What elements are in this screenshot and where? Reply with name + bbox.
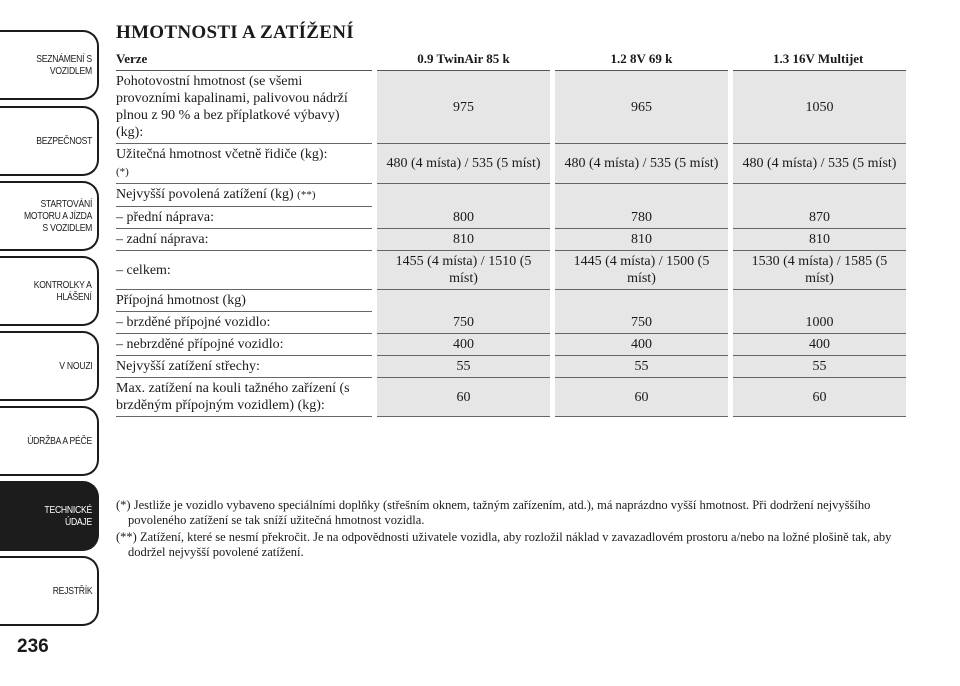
cell-value: 400 (375, 334, 553, 356)
cell-empty (375, 290, 553, 312)
cell-empty (730, 184, 906, 207)
tab-label: ÚDRŽBA A PÉČE (27, 435, 92, 447)
cell-value: 975 (375, 71, 553, 144)
cell-value: 60 (553, 378, 731, 417)
weights-table (116, 48, 906, 417)
cell-value: 810 (553, 229, 731, 251)
cell-value: 780 (553, 207, 731, 229)
table-row (116, 71, 906, 144)
cell-value: 1455 (4 místa) / 1510 (5 míst) (375, 251, 553, 290)
cell-value: 60 (730, 378, 906, 417)
cell-value: 750 (375, 312, 553, 334)
cell-value: 1445 (4 místa) / 1500 (5 míst) (553, 251, 731, 290)
table-row (116, 251, 906, 290)
row-label: – nebrzděné přípojné vozidlo: (116, 334, 375, 356)
footnote-marker: (*) (116, 166, 129, 178)
cell-value: 965 (553, 71, 731, 144)
tab-label: STARTOVÁNÍ MOTORU A JÍZDA S VOZIDLEM (23, 198, 92, 234)
cell-value: 750 (553, 312, 731, 334)
page-title: HMOTNOSTI A ZATÍŽENÍ (116, 22, 354, 43)
row-label-cell (116, 184, 375, 207)
table-row (116, 144, 906, 184)
cell-value: 400 (730, 334, 906, 356)
tab-label: SEZNÁMENÍ S VOZIDLEM (36, 53, 92, 77)
tab-label: KONTROLKY A HLÁŠENÍ (34, 279, 92, 303)
table-header-row (116, 48, 906, 71)
tab-startovani-motoru[interactable] (0, 181, 99, 251)
cell-value: 800 (375, 207, 553, 229)
cell-value: 1000 (730, 312, 906, 334)
cell-value: 1050 (730, 71, 906, 144)
cell-value: 810 (375, 229, 553, 251)
footnote-marker: (**) (297, 189, 316, 201)
table-row (116, 184, 906, 207)
cell-empty (553, 290, 731, 312)
row-label: Nejvyšší povolená zatížení (kg) (116, 187, 294, 202)
tab-seznameni-s-vozidlem[interactable] (0, 30, 99, 100)
row-label: – brzděné přípojné vozidlo: (116, 312, 375, 334)
table-row (116, 290, 906, 312)
cell-empty (730, 290, 906, 312)
cell-value: 1530 (4 místa) / 1585 (5 míst) (730, 251, 906, 290)
tab-kontrolky-a-hlaseni[interactable] (0, 256, 99, 326)
table-row (116, 229, 906, 251)
header-8v: 1.2 8V 69 k (553, 48, 731, 71)
tab-technicke-udaje[interactable] (0, 481, 99, 551)
row-label: Max. zatížení na kouli tažného zařízení (s brzděným přípojným vozidlem) (kg): (116, 378, 375, 417)
cell-value: 55 (730, 356, 906, 378)
cell-value: 480 (4 místa) / 535 (5 míst) (553, 144, 731, 184)
tab-v-nouzi[interactable] (0, 331, 99, 401)
row-label: – přední náprava: (116, 207, 375, 229)
row-label: Užitečná hmotnost včetně řidiče (kg): (116, 147, 328, 162)
footnote: (**) Zatížení, které se nesmí překročit. Je na odpovědnosti uživatele vozidla, aby rozložil náklad v zavazadlovém prostoru a/nebo na ložné plošině tak, aby dodržel nejvyšší povolené zatížení. (116, 530, 892, 559)
footnote: (*) Jestliže je vozidlo vybaveno speciálními doplňky (střešním oknem, tažným zařízením, atd.), má naprázdno vyšší hmotnost. Při dodržení nejvyššího povoleného zatížení se tak sníží užitečná hmotnost vozidla. (116, 498, 871, 527)
row-label: Přípojná hmotnost (kg) (116, 290, 375, 312)
row-label: Pohotovostní hmotnost (se všemi provozními kapalinami, palivovou nádrží plnou z 90 % a bez příplatkové výbavy) (kg): (116, 71, 375, 144)
chapter-sidebar (0, 0, 102, 640)
row-label: – celkem: (116, 251, 375, 290)
table-row (116, 312, 906, 334)
tab-label: V NOUZI (58, 360, 92, 372)
table-row (116, 378, 906, 417)
cell-value: 60 (375, 378, 553, 417)
table-row (116, 334, 906, 356)
tab-label: TECHNICKÉ ÚDAJE (44, 504, 92, 528)
cell-value: 480 (4 místa) / 535 (5 míst) (730, 144, 906, 184)
row-label: Nejvyšší zatížení střechy: (116, 356, 375, 378)
cell-value: 810 (730, 229, 906, 251)
cell-value: 870 (730, 207, 906, 229)
tab-bezpecnost[interactable] (0, 106, 99, 176)
tab-label: REJSTŘÍK (52, 585, 92, 597)
header-twinair: 0.9 TwinAir 85 k (375, 48, 553, 71)
cell-empty (553, 184, 731, 207)
cell-value: 480 (4 místa) / 535 (5 míst) (375, 144, 553, 184)
cell-empty (375, 184, 553, 207)
header-verze: Verze (116, 48, 375, 71)
tab-rejstrik[interactable] (0, 556, 99, 626)
cell-value: 400 (553, 334, 731, 356)
header-multijet: 1.3 16V Multijet (730, 48, 906, 71)
row-label: – zadní náprava: (116, 229, 375, 251)
cell-value: 55 (375, 356, 553, 378)
table-row (116, 207, 906, 229)
tab-label: BEZPEČNOST (36, 135, 92, 147)
page-number: 236 (17, 636, 49, 657)
table-row (116, 356, 906, 378)
row-label-cell (116, 144, 375, 184)
tab-udrzba-a-pece[interactable] (0, 406, 99, 476)
footnotes (116, 498, 906, 562)
cell-value: 55 (553, 356, 731, 378)
